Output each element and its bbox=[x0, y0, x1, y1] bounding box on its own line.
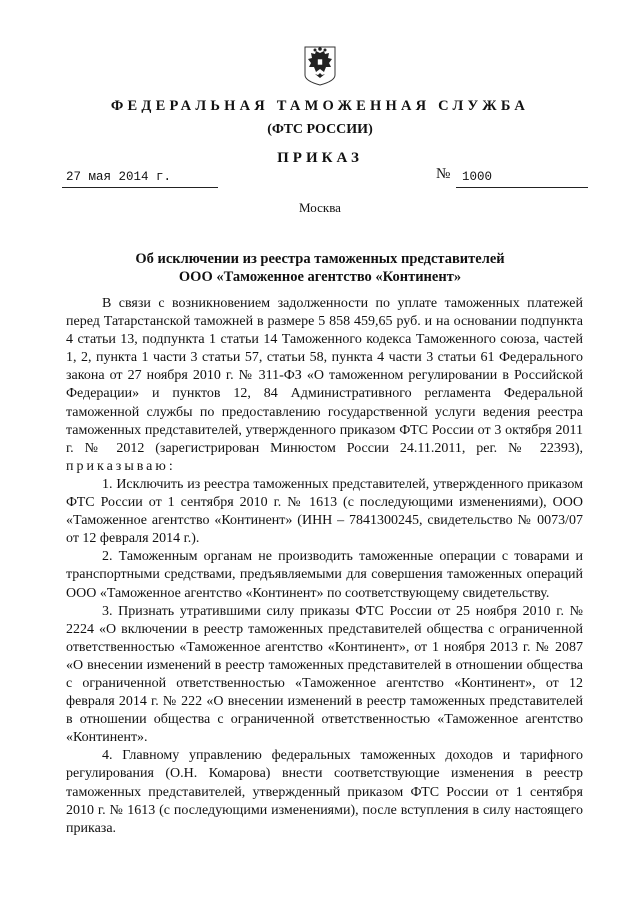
title-line-1: Об исключении из реестра таможенных представителей bbox=[135, 251, 505, 267]
order-item-1: 1. Исключить из реестра таможенных представителей, утвержденного приказом ФТС России от 1 сентября 2010 г. № 1613 (с последующими изменениями), ООО «Таможенное агентство «Континент» (ИНН – 7841300245, свидетельство № 0073/07 от 12 февраля 2014 г.). bbox=[66, 476, 583, 547]
coat-of-arms-icon bbox=[303, 45, 337, 87]
order-item-2: 2. Таможенным органам не производить таможенные операции с товарами и транспортными средствами, предъявляемыми для совершения таможенных операций ООО «Таможенное агентство «Континент» по соответствующему свидетельству. bbox=[66, 549, 583, 601]
city: Москва bbox=[299, 200, 341, 215]
order-number-label: № bbox=[436, 166, 451, 182]
document-body bbox=[66, 295, 583, 838]
agency-short-name: (ФТС РОССИИ) bbox=[267, 122, 373, 137]
document-title bbox=[0, 250, 640, 286]
title-line-2: ООО «Таможенное агентство «Континент» bbox=[178, 269, 462, 285]
order-item-3: 3. Признать утратившими силу приказы ФТС России от 25 ноября 2010 г. № 2224 «О включении в реестр таможенных представителей общества с ограниченной ответственностью «Таможенное агентство «Континент», от 1 ноября 2013 г. № 2087 «О внесении изменений в реестр таможенных представителей в отношении общества с ограниченной ответственностью «Таможенное агентство «Континент», от 12 февраля 2014 г. № 222 «О внесении изменений в реестр таможенных представителей в отношении общества с ограниченной ответственностью «Таможенное агентство «Континент». bbox=[66, 603, 583, 746]
document-type: ПРИКАЗ bbox=[277, 150, 363, 166]
agency-name: ФЕДЕРАЛЬНАЯ ТАМОЖЕННАЯ СЛУЖБА bbox=[110, 98, 530, 114]
order-date: 27 мая 2014 г. bbox=[62, 170, 218, 188]
preamble-text: В связи с возникновением задолженности по уплате таможенных платежей перед Татарстанской таможней в размере 5 858 459,65 руб. и на основании подпункта 4 статьи 13, подпункта 1 статьи 14 Таможенного кодекса Таможенного союза, частей 1, 2, пункта 1 части 3 статьи 57, статьи 58, пункта 4 части 3 статьи 61 Федерального закона от 27 ноября 2010 г. № 311-ФЗ «О таможенном регулировании в Российской Федерации» и пунктов 12, 84 Административного регламента Федеральной таможенной службы по предоставлению государственной услуги ведения реестра таможенных представителей, утвержденного приказом ФТС России от 3 октября 2011 г. № 2012 (зарегистрирован Минюстом России 24.11.2011, рег. № 22393), bbox=[66, 296, 583, 456]
preamble-paragraph bbox=[66, 295, 583, 476]
order-item-4: 4. Главному управлению федеральных таможенных доходов и тарифного регулирования (О.Н. Комарова) внести соответствующие изменения в реестр таможенных представителей, утвержденный приказом ФТС России от 1 сентября 2010 г. № 1613 (с последующими изменениями), после вступления в силу настоящего приказа. bbox=[66, 748, 583, 836]
order-number: 1000 bbox=[456, 170, 588, 188]
order-word: приказываю: bbox=[66, 458, 176, 474]
